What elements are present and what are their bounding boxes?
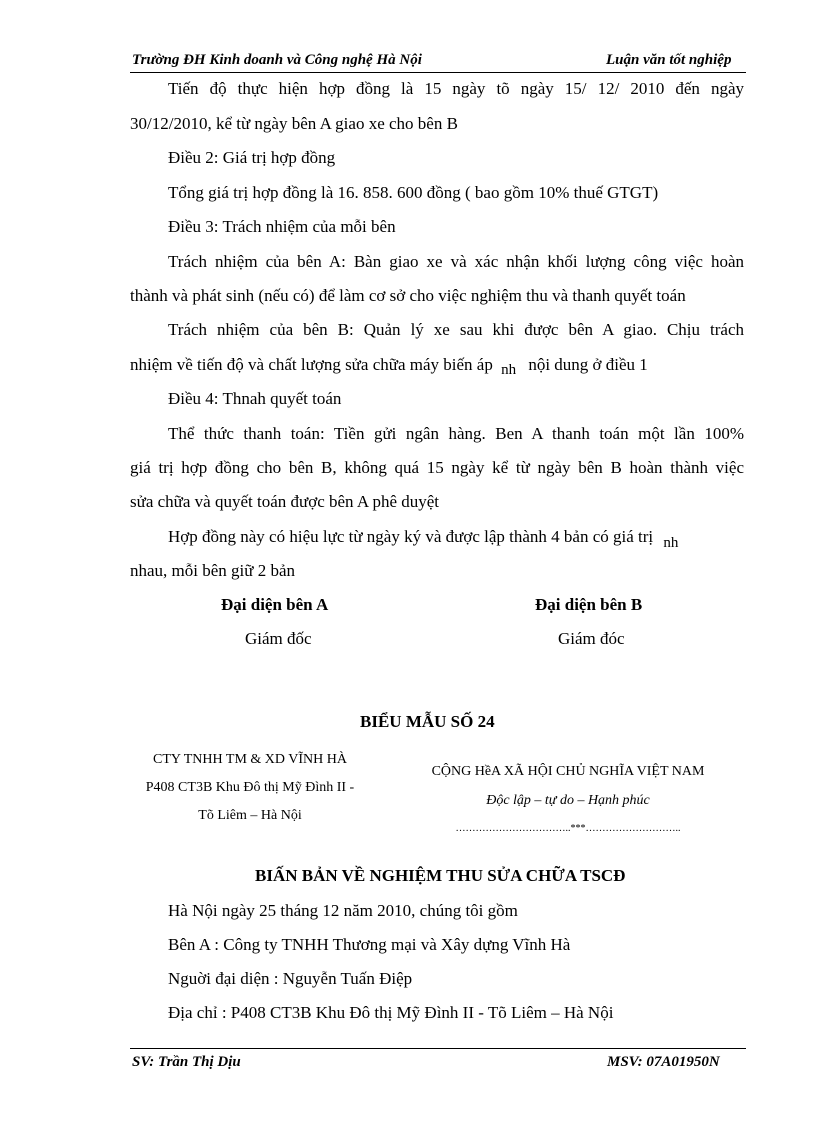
signature-a-title: Đại diện bên A	[221, 595, 329, 614]
footer-student: SV: Trần Thị Dịu	[132, 1054, 241, 1070]
body-line-14-sub: nh	[663, 535, 679, 551]
minutes-line-4: Địa chỉ : P408 CT3B Khu Đô thị Mỹ Đình II - Tõ Liêm – Hà Nội	[168, 1003, 614, 1022]
body-line-15: nhau, mỗi bên giữ 2 bản	[130, 561, 296, 580]
body-line-13: sửa chữa và quyết toán được bên A phê duyệt	[130, 492, 440, 511]
body-line-14	[168, 527, 679, 551]
company-address-2: Tõ Liêm – Hà Nội	[198, 808, 302, 823]
form-number: BIỂU MẪU SỐ 24	[360, 712, 495, 731]
footer-rule	[130, 1048, 746, 1049]
signature-b-title: Đại diện bên B	[535, 595, 643, 614]
body-line-9-sub: nh	[501, 362, 517, 378]
body-line-6: Trách nhiệm của bên A: Bàn giao xe và xác nhận khối lượng công việc hoàn	[168, 252, 744, 271]
body-line-9-a: nhiệm về tiến độ và chất lượng sửa chữa máy biến áp	[130, 355, 493, 374]
signature-b-role: Giám đóc	[558, 629, 625, 648]
article-2-heading: Điều 2: Giá trị hợp đồng	[168, 148, 336, 167]
minutes-line-2: Bên A : Công ty TNHH Thương mại và Xây dựng Vĩnh Hà	[168, 935, 571, 954]
national-motto: Độc lập – tự do – Hạnh phúc	[486, 793, 650, 808]
footer-student-id: MSV: 07A01950N	[607, 1054, 720, 1070]
minutes-title: BIẤN BẢN VỀ NGHIỆM THU SỬA CHỮA TSCĐ	[255, 866, 626, 885]
body-line-2: 30/12/2010, kể từ ngày bên A giao xe cho bên B	[130, 114, 458, 133]
body-line-9-c: nội dung ở điều 1	[528, 355, 648, 374]
motto-separator: ……………………………..***………………………..	[455, 823, 681, 834]
article-3-heading: Điều 3: Trách nhiệm của mỗi bên	[168, 217, 396, 236]
body-line-8: Trách nhiệm của bên B: Quản lý xe sau khi được bên A giao. Chịu trách	[168, 320, 744, 339]
body-line-4: Tổng giá trị hợp đồng là 16. 858. 600 đồng ( bao gồm 10% thuế GTGT)	[168, 183, 659, 202]
header-rule	[130, 72, 746, 73]
body-line-9	[130, 355, 648, 378]
body-line-11: Thể thức thanh toán: Tiền gửi ngân hàng. Ben A thanh toán một lần 100%	[168, 424, 744, 443]
republic-title: CỘNG HềA XÃ HỘI CHỦ NGHĨA VIỆT NAM	[431, 764, 705, 779]
company-name: CTY TNHH TM & XD VĨNH HÀ	[153, 752, 347, 767]
body-line-1: Tiến độ thực hiện hợp đồng là 15 ngày tõ ngày 15/ 12/ 2010 đến ngày	[168, 79, 744, 98]
minutes-line-1: Hà Nội ngày 25 tháng 12 năm 2010, chúng tôi gồm	[168, 901, 518, 920]
body-line-14-a: Hợp đồng này có hiệu lực từ ngày ký và được lập thành 4 bản có giá trị	[168, 527, 654, 546]
body-line-12: giá trị hợp đồng cho bên B, không quá 15 ngày kể từ ngày bên B hoàn thành việc	[130, 458, 744, 477]
minutes-line-3: Nguời đại diện : Nguyễn Tuấn Điệp	[168, 969, 413, 988]
article-4-heading: Điều 4: Thnah quyết toán	[168, 389, 342, 408]
header-thesis: Luận văn tốt nghiệp	[606, 52, 732, 68]
header-school: Trường ĐH Kinh doanh và Công nghệ Hà Nội	[132, 52, 422, 68]
body-line-7: thành và phát sinh (nếu có) để làm cơ sở cho việc nghiệm thu và thanh quyết toán	[130, 286, 686, 305]
company-address-1: P408 CT3B Khu Đô thị Mỹ Đình II -	[145, 780, 355, 795]
signature-a-role: Giám đốc	[245, 629, 312, 648]
